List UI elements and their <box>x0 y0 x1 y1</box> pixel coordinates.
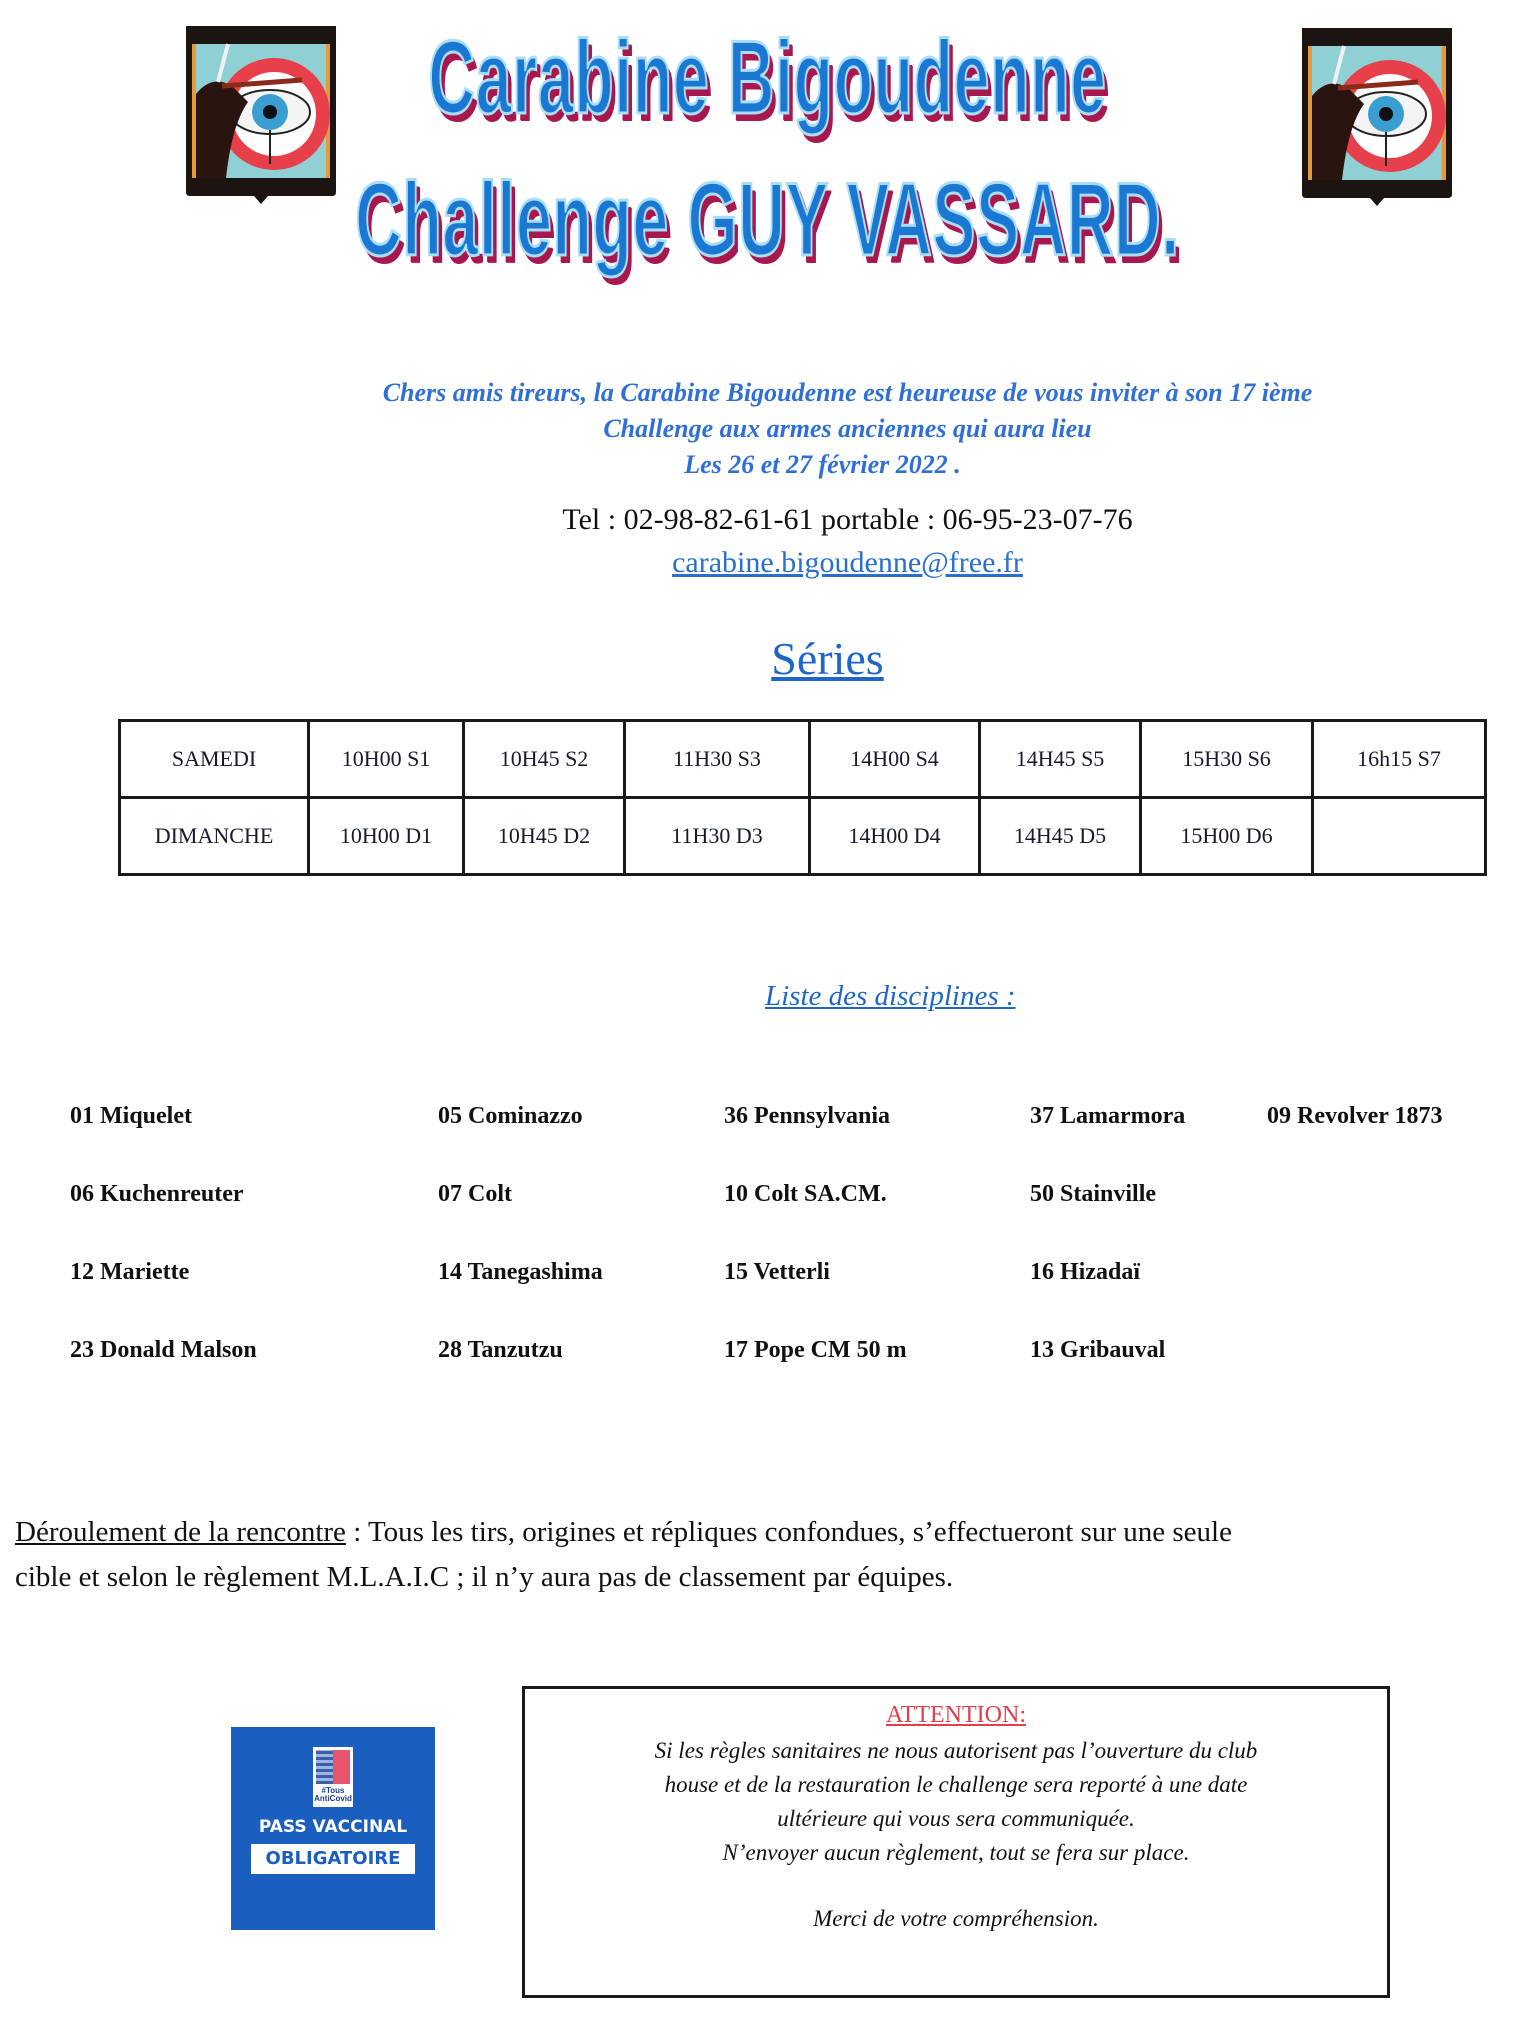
club-logo-right <box>1298 26 1456 208</box>
day-cell: SAMEDI <box>120 721 309 798</box>
qr-code-icon <box>313 1747 353 1807</box>
deroulement-text: : Tous les tirs, origines et répliques confondues, s’effectueront sur une seule <box>345 1516 1232 1548</box>
slot-cell: 10H45 S2 <box>464 721 625 798</box>
slot-cell: 14H00 S4 <box>810 721 980 798</box>
attention-line: ultérieure qui vous sera communiquée. <box>777 1806 1135 1831</box>
slot-cell-empty <box>1313 798 1486 875</box>
discipline-item: 50 Stainville <box>1030 1181 1157 1207</box>
slot-cell: 14H00 D4 <box>810 798 980 875</box>
qr-pattern <box>316 1750 350 1784</box>
discipline-item: 37 Lamarmora <box>1030 1103 1186 1129</box>
deroulement-line-1 <box>15 1518 1232 1547</box>
attention-thanks: Merci de votre compréhension. <box>813 1906 1099 1931</box>
slot-cell: 16h15 S7 <box>1313 721 1486 798</box>
qr-caption: #Tous AntiCovid <box>314 1786 352 1803</box>
attention-line: Si les règles sanitaires ne nous autorisent pas l’ouverture du club <box>654 1738 1258 1763</box>
discipline-item: 06 Kuchenreuter <box>70 1181 244 1207</box>
slot-cell: 11H30 D3 <box>625 798 810 875</box>
slot-cell: 15H00 D6 <box>1141 798 1313 875</box>
attention-line: house et de la restauration le challenge sera reporté à une date <box>664 1772 1248 1797</box>
discipline-item: 14 Tanegashima <box>438 1259 603 1285</box>
attention-title: ATTENTION: <box>886 1702 1026 1728</box>
pass-vaccinal-badge <box>231 1727 435 1930</box>
attention-notice <box>522 1686 1390 1998</box>
discipline-item: 17 Pope CM 50 m <box>724 1337 907 1363</box>
discipline-item: 09 Revolver 1873 <box>1267 1103 1443 1129</box>
discipline-item: 01 Miquelet <box>70 1103 192 1129</box>
slot-cell: 15H30 S6 <box>1141 721 1313 798</box>
discipline-item: 36 Pennsylvania <box>724 1103 891 1129</box>
invitation-date: Les 26 et 27 février 2022 . <box>684 450 961 479</box>
disciplines-heading: Liste des disciplines : <box>765 980 1016 1012</box>
discipline-item: 28 Tanzutzu <box>438 1337 563 1363</box>
title-line-1: Carabine Bigoudenne <box>428 20 1107 136</box>
discipline-item: 16 Hizadaï <box>1030 1259 1141 1285</box>
slot-cell: 14H45 S5 <box>980 721 1141 798</box>
day-cell: DIMANCHE <box>120 798 309 875</box>
discipline-item: 10 Colt SA.CM. <box>724 1181 887 1207</box>
attention-line: N’envoyer aucun règlement, tout se fera sur place. <box>722 1840 1190 1865</box>
pass-badge-title: PASS VACCINAL <box>258 1817 408 1837</box>
pass-badge-subtitle: OBLIGATOIRE <box>251 1844 415 1874</box>
discipline-item: 07 Colt <box>438 1181 512 1207</box>
slot-cell: 10H00 S1 <box>309 721 464 798</box>
phone-numbers: Tel : 02-98-82-61-61 portable : 06-95-23-07-76 <box>562 503 1133 536</box>
deroulement-line-2: cible et selon le règlement M.L.A.I.C ; il n’y aura pas de classement par équipes. <box>15 1561 954 1593</box>
table-row-dimanche <box>120 798 1486 875</box>
deroulement-label: Déroulement de la rencontre <box>15 1516 346 1548</box>
discipline-item: 15 Vetterli <box>724 1259 830 1285</box>
club-crest-icon <box>1298 26 1456 208</box>
discipline-item: 05 Cominazzo <box>438 1103 583 1129</box>
email-link[interactable] <box>0 548 1535 578</box>
slot-cell: 10H00 D1 <box>309 798 464 875</box>
invitation-line-2: Challenge aux armes anciennes qui aura lieu <box>603 414 1092 443</box>
email-text[interactable]: carabine.bigoudenne@free.fr <box>672 546 1023 579</box>
slot-cell: 10H45 D2 <box>464 798 625 875</box>
slot-cell: 14H45 D5 <box>980 798 1141 875</box>
discipline-item: 12 Mariette <box>70 1259 190 1285</box>
series-heading: Séries <box>771 633 884 684</box>
slot-cell: 11H30 S3 <box>625 721 810 798</box>
series-schedule-table <box>118 719 1487 876</box>
discipline-item: 13 Gribauval <box>1030 1337 1166 1363</box>
invitation-line-1: Chers amis tireurs, la Carabine Bigoudenne est heureuse de vous inviter à son 17 ième <box>382 378 1313 407</box>
table-row-samedi <box>120 721 1486 798</box>
title-line-2: Challenge GUY VASSARD. <box>355 162 1180 278</box>
discipline-item: 23 Donald Malson <box>70 1337 257 1363</box>
